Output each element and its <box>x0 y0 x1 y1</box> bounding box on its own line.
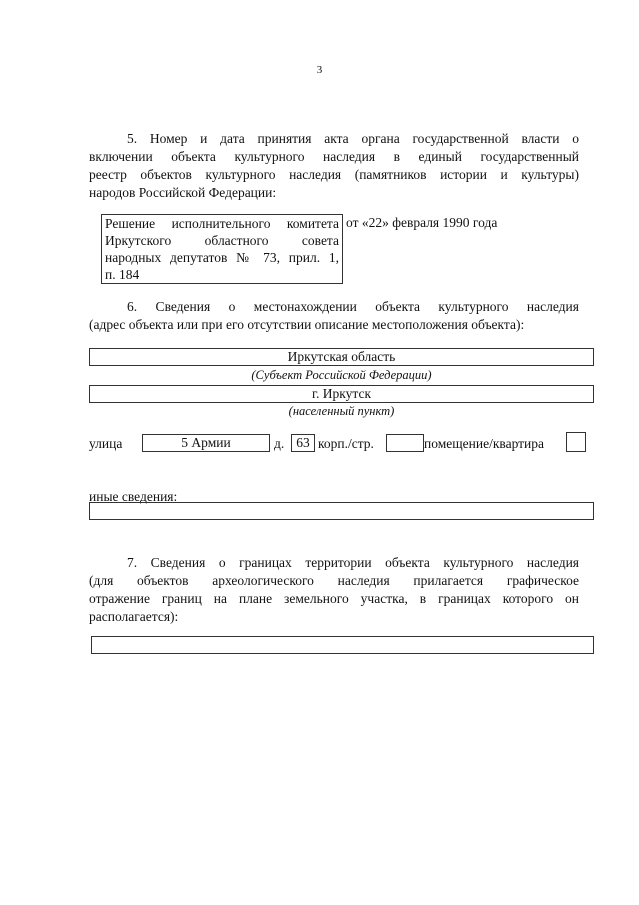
act-line: Решение исполнительного комитета <box>105 216 339 231</box>
street-label: улица <box>89 436 123 451</box>
building-field[interactable] <box>386 434 424 452</box>
section-7-line: (для объектов археологического наследия прилагается графическое <box>89 573 579 588</box>
locality-field[interactable]: г. Иркутск <box>89 385 594 403</box>
act-number-box <box>101 214 343 284</box>
section-6-line: 6. Сведения о местонахождении объекта культурного наследия <box>127 299 579 314</box>
section-6-line: (адрес объекта или при его отсутствии описание местоположения объекта): <box>89 317 525 332</box>
section-5-heading <box>89 130 579 202</box>
section-7-line: располагается): <box>89 609 179 624</box>
other-info-label: иные сведения: <box>89 489 178 504</box>
section-5-line: народов Российской Федерации: <box>89 185 277 200</box>
house-field[interactable]: 63 <box>291 434 315 452</box>
act-line: п. 184 <box>105 267 140 282</box>
building-label: корп./стр. <box>318 436 374 451</box>
section-7-heading <box>89 554 579 626</box>
section-7-line: 7. Сведения о границах территории объекта культурного наследия <box>127 555 579 570</box>
house-label: д. <box>274 436 285 451</box>
section-7-line: отражение границ на плане земельного участка, в границах которого он <box>89 591 579 606</box>
section-5-line: 5. Номер и дата принятия акта органа государственной власти о <box>127 131 579 146</box>
page-number: 3 <box>316 64 323 76</box>
room-field[interactable] <box>566 432 586 452</box>
room-label: помещение/квартира <box>424 436 545 451</box>
region-field[interactable]: Иркутская область <box>89 348 594 366</box>
act-line: Иркутского областного совета <box>105 233 339 248</box>
act-line: народных депутатов № 73, прил. 1, <box>105 250 339 265</box>
street-field[interactable]: 5 Армии <box>142 434 270 452</box>
other-info-field[interactable] <box>89 502 594 520</box>
territory-boundaries-field[interactable] <box>91 636 594 654</box>
section-6-heading <box>89 298 579 334</box>
section-5-line: реестр объектов культурного наследия (памятников истории и культуры) <box>89 167 579 182</box>
region-caption: (Субъект Российской Федерации) <box>251 368 432 382</box>
act-date: от «22» февраля 1990 года <box>346 215 498 230</box>
locality-caption: (населенный пункт) <box>288 404 395 418</box>
section-5-line: включении объекта культурного наследия в единый государственный <box>89 149 579 164</box>
